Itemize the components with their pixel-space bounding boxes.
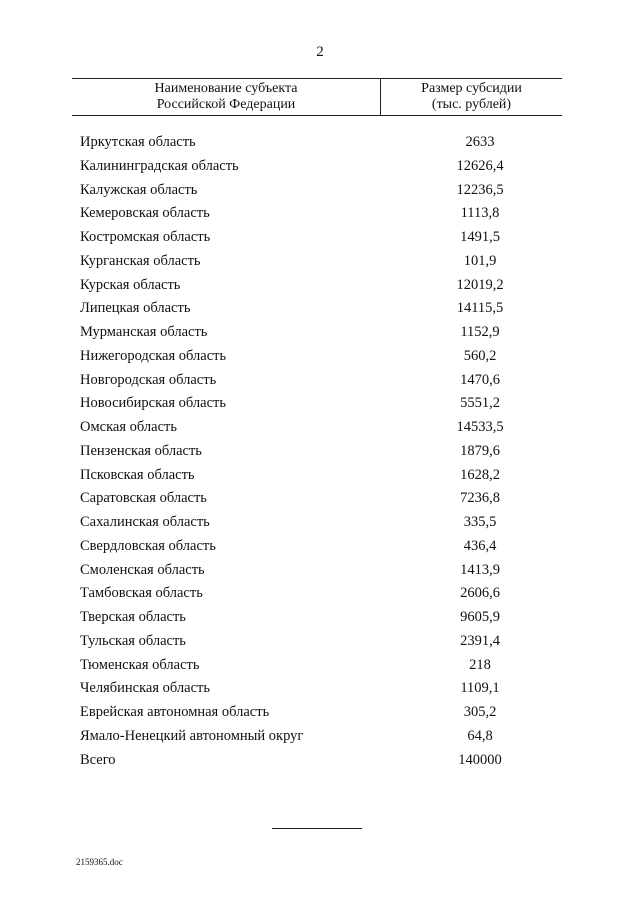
table-row xyxy=(80,677,562,701)
table-row xyxy=(80,535,562,559)
subsidy-value: 14115,5 xyxy=(456,300,504,317)
table-row xyxy=(80,416,562,440)
subsidy-value: 1109,1 xyxy=(460,680,500,697)
subsidy-value: 1113,8 xyxy=(460,205,500,222)
table-header xyxy=(72,78,562,116)
table-row xyxy=(80,582,562,606)
region-name: Тверская область xyxy=(80,609,186,625)
subsidy-value: 12019,2 xyxy=(456,276,504,293)
table-row xyxy=(80,701,562,725)
table-row xyxy=(80,487,562,511)
region-name: Нижегородская область xyxy=(80,347,227,364)
table-row xyxy=(80,654,562,678)
region-name: Курганская область xyxy=(80,252,201,269)
table-row xyxy=(80,559,562,583)
region-name: Сахалинская область xyxy=(80,514,210,530)
subsidy-value: 218 xyxy=(469,656,491,673)
page-number: 2 xyxy=(316,44,324,60)
header-size-column xyxy=(381,81,562,113)
subsidy-value: 1152,9 xyxy=(460,324,500,340)
table-row xyxy=(80,440,562,464)
header-name-line2: Российской Федерации xyxy=(156,97,296,112)
table-row xyxy=(80,464,562,488)
table-row xyxy=(80,297,562,321)
region-name: Пензенская область xyxy=(80,442,202,459)
end-divider xyxy=(272,828,362,829)
region-name: Калининградская область xyxy=(80,157,239,174)
document-code: 2159365.doc xyxy=(76,857,123,867)
subsidy-value: 5551,2 xyxy=(460,395,500,412)
region-name: Свердловская область xyxy=(80,537,216,554)
region-name: Всего xyxy=(80,751,116,768)
subsidy-value: 14533,5 xyxy=(456,419,504,435)
region-name: Омская область xyxy=(80,419,177,435)
subsidy-value: 2391,4 xyxy=(460,632,500,649)
region-name: Тульская область xyxy=(80,632,186,649)
header-size-line1: Размер субсидии xyxy=(421,81,522,96)
table-row xyxy=(80,369,562,393)
header-size-line2: (тыс. рублей) xyxy=(431,97,512,112)
table-row xyxy=(80,345,562,369)
subsidy-value: 12626,4 xyxy=(456,157,504,174)
region-name: Калужская область xyxy=(80,181,198,198)
subsidy-table xyxy=(72,78,562,768)
table-row xyxy=(80,392,562,416)
table-row xyxy=(80,630,562,654)
subsidy-value: 12236,5 xyxy=(456,181,504,198)
table-row xyxy=(80,250,562,274)
table-row xyxy=(80,511,562,535)
table-row xyxy=(80,131,562,155)
region-name: Еврейская автономная область xyxy=(80,704,270,720)
subsidy-value: 560,2 xyxy=(463,347,497,364)
subsidy-value: 305,2 xyxy=(463,704,497,720)
region-name: Челябинская область xyxy=(80,680,210,697)
table-row xyxy=(80,725,562,749)
region-name: Смоленская область xyxy=(80,561,205,578)
table-body xyxy=(80,131,562,772)
table-row xyxy=(80,202,562,226)
region-name: Мурманская область xyxy=(80,324,208,340)
region-name: Курская область xyxy=(80,276,181,293)
table-row xyxy=(80,155,562,179)
subsidy-value: 9605,9 xyxy=(460,609,500,625)
subsidy-value: 1413,9 xyxy=(460,561,500,578)
region-name: Саратовская область xyxy=(80,490,207,507)
table-row xyxy=(80,321,562,345)
subsidy-value: 1628,2 xyxy=(460,466,500,483)
region-name: Иркутская область xyxy=(80,134,196,150)
header-name-column xyxy=(72,81,380,113)
table-row xyxy=(80,274,562,298)
subsidy-value: 1879,6 xyxy=(460,442,500,459)
region-name: Новосибирская область xyxy=(80,395,226,412)
region-name: Костромская область xyxy=(80,229,211,245)
header-name-line1: Наименование субъекта xyxy=(154,81,298,96)
subsidy-value: 1491,5 xyxy=(460,229,500,245)
subsidy-value: 7236,8 xyxy=(460,490,500,507)
subsidy-value: 101,9 xyxy=(463,252,497,269)
subsidy-value: 335,5 xyxy=(463,514,497,530)
region-name: Липецкая область xyxy=(80,300,191,317)
subsidy-value: 1470,6 xyxy=(460,371,500,388)
table-row xyxy=(80,749,562,773)
subsidy-value: 64,8 xyxy=(467,727,493,744)
region-name: Ямало-Ненецкий автономный округ xyxy=(80,727,304,744)
region-name: Псковская область xyxy=(80,466,195,483)
table-row xyxy=(80,226,562,250)
region-name: Тюменская область xyxy=(80,656,200,673)
subsidy-value: 436,4 xyxy=(463,537,497,554)
table-row xyxy=(80,179,562,203)
table-row xyxy=(80,606,562,630)
region-name: Кемеровская область xyxy=(80,205,210,222)
subsidy-value: 140000 xyxy=(458,751,502,768)
region-name: Тамбовская область xyxy=(80,585,203,602)
subsidy-value: 2606,6 xyxy=(460,585,500,602)
region-name: Новгородская область xyxy=(80,371,217,388)
subsidy-value: 2633 xyxy=(465,134,495,150)
